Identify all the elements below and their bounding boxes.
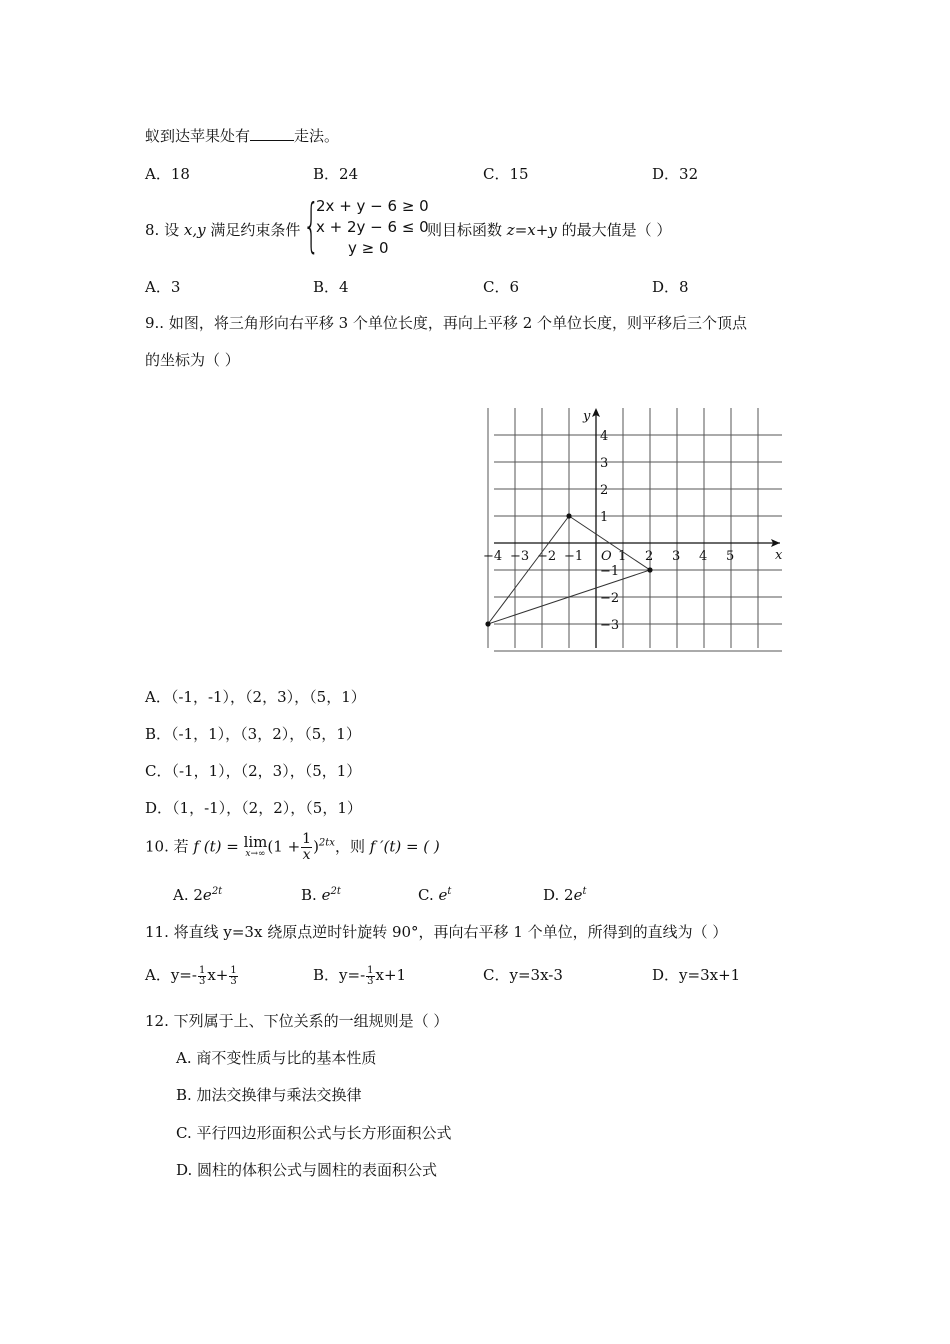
q8-objective: 则目标函数 z=x+y 的最大值是（ ） [427, 221, 672, 239]
y-tick-label: −2 [600, 591, 620, 606]
q11-option-c: C．y=3x-3 [483, 966, 563, 984]
q9-stem-line2: 的坐标为（ ） [145, 351, 240, 369]
q11-option-b: B．y=- $\frac{1}{3}$ x+1 [313, 964, 407, 987]
q12-stem: 12. 下列属于上、下位关系的一组规则是（ ） [145, 1012, 449, 1030]
x-tick-label: 5 [726, 549, 735, 564]
q8-option-b: B．4 [313, 278, 349, 296]
q12-option-d: D. 圆柱的体积公式与圆柱的表面积公式 [176, 1161, 438, 1179]
q11-option-d: D．y=3x+1 [652, 966, 741, 984]
x-tick-label: 3 [672, 549, 681, 564]
x-axis-label: x [775, 548, 783, 563]
x-tick-label: −3 [510, 549, 530, 564]
q8-option-a: A．3 [145, 278, 181, 296]
q7-option-a: A．18 [145, 165, 190, 183]
q9-option-c: C．（-1，1），（2，3），（5，1） [145, 762, 362, 780]
y-tick-label: −3 [600, 618, 620, 633]
q7-text: 蚁到达苹果处有 走法。 [145, 127, 340, 145]
x-tick-label: 2 [645, 549, 654, 564]
y-tick-label: 3 [600, 456, 609, 471]
y-tick-label: −1 [600, 564, 620, 579]
q7-option-c: C．15 [483, 165, 529, 183]
constraint-brace: { [303, 191, 320, 259]
y-tick-label: 2 [600, 483, 609, 498]
q9-option-a: A．（-1，-1），（2，3），（5，1） [145, 688, 366, 706]
constraint-2: x + 2y − 6 ≤ 0 [316, 218, 429, 236]
q9-stem-line1: 9.. 如图，将三角形向右平移 3 个单位长度，再向上平移 2 个单位长度，则平移后三个顶点 [145, 314, 748, 332]
q10-option-b: B. $e^{2t}$ [301, 886, 341, 904]
q9-option-d: D．（1，-1），（2，2），（5，1） [145, 799, 362, 817]
q7-option-b: B．24 [313, 165, 359, 183]
q8-stem: 8. 设 x,y 满足约束条件 [145, 221, 301, 239]
x-tick-label: 4 [699, 549, 708, 564]
q11-option-a: A．y=- $\frac{1}{3}$ x+ $\frac{1}{3}$ [145, 964, 237, 987]
triangle-vertex [566, 513, 571, 518]
x-tick-label: −1 [564, 549, 584, 564]
fraction: $\frac{1}{x}$ [302, 831, 312, 863]
q11-stem: 11. 将直线 y=3x 绕原点逆时针旋转 90°，再向右平移 1 个单位，所得到的直线为（ ） [145, 923, 728, 941]
x-tick-label: −4 [483, 549, 503, 564]
q10-option-c: C. $e^t$ [418, 886, 452, 904]
answer-blank [250, 126, 294, 141]
origin-label: O [601, 549, 612, 564]
q8-option-c: C．6 [483, 278, 520, 296]
q10-option-a: A. $2e^{2t}$ [173, 886, 223, 904]
triangle-vertex [485, 621, 490, 626]
constraint-1: 2x + y − 6 ≥ 0 [316, 197, 429, 215]
q12-option-b: B. 加法交换律与乘法交换律 [176, 1086, 362, 1104]
q7-option-d: D．32 [652, 165, 699, 183]
q12-option-c: C. 平行四边形面积公式与长方形面积公式 [176, 1124, 452, 1142]
y-tick-label: 1 [600, 510, 609, 525]
q10-stem: 10. 若 f (t) = lim x→∞ (1 + $\frac{1}{x}$ )$^{2tx}$，则 f ′(t) = ( ) [145, 831, 440, 863]
y-axis-label: y [583, 409, 591, 424]
x-tick-label: 1 [618, 549, 627, 564]
y-tick-label: 4 [600, 429, 609, 444]
triangle-vertex [647, 567, 652, 572]
coordinate-grid [483, 404, 790, 652]
q9-option-b: B．（-1，1），（3，2），（5，1） [145, 725, 361, 743]
q8-option-d: D．8 [652, 278, 689, 296]
limit-operator: lim x→∞ [243, 832, 268, 859]
x-tick-label: −2 [537, 549, 557, 564]
q10-option-d: D. $2e^t$ [543, 886, 587, 904]
constraint-3: y ≥ 0 [348, 239, 389, 257]
q12-option-a: A. 商不变性质与比的基本性质 [176, 1049, 377, 1067]
